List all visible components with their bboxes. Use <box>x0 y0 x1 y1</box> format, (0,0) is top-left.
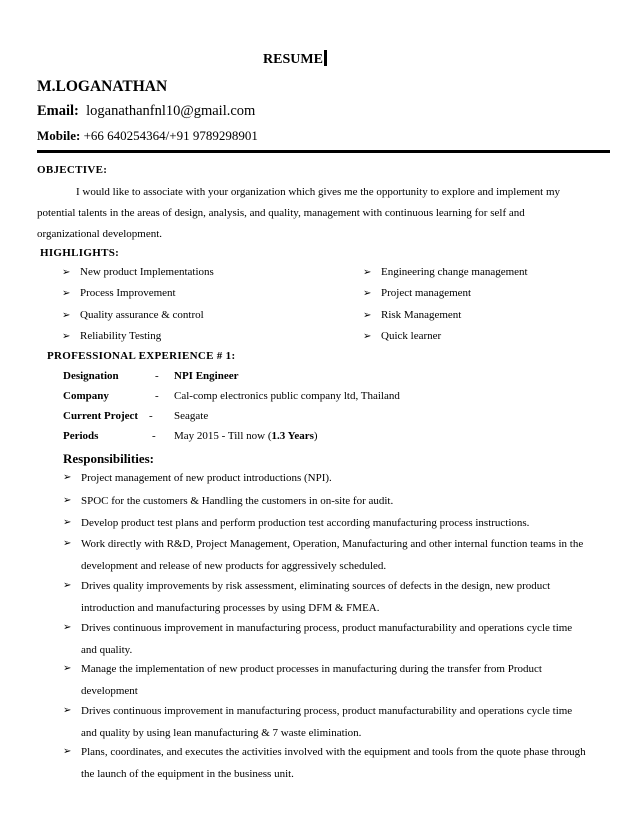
experience-heading: PROFESSIONAL EXPERIENCE # 1: <box>47 350 236 362</box>
experience-value-text: Cal-comp electronics public company ltd, Thailand <box>174 390 400 402</box>
highlight-text: Reliability Testing <box>80 330 162 342</box>
arrow-bullet-icon: ➢ <box>63 580 72 591</box>
experience-label <box>63 430 98 442</box>
responsibility-line: and quality by using lean manufacturing & 7 waste elimination. <box>81 727 362 739</box>
highlight-item <box>62 266 214 278</box>
arrow-bullet-icon: ➢ <box>63 622 72 633</box>
resume-title: RESUME <box>0 50 590 68</box>
mobile-label: Mobile: <box>37 128 81 143</box>
arrow-bullet-icon: ➢ <box>63 472 72 483</box>
email-line <box>37 103 255 120</box>
arrow-bullet-icon: ➢ <box>63 746 72 757</box>
highlight-text: New product Implementations <box>80 266 214 278</box>
email-label: Email: <box>37 103 79 119</box>
objective-heading: OBJECTIVE: <box>37 164 108 176</box>
responsibility-line: Project management of new product introductions (NPI). <box>81 472 332 484</box>
responsibility-line: Plans, coordinates, and executes the activities involved with the equipment and tools from the quote phase through <box>81 746 586 758</box>
arrow-bullet-icon: ➢ <box>63 538 72 549</box>
experience-value-text: Seagate <box>174 410 209 422</box>
responsibility-line: Drives continuous improvement in manufacturing process, product manufacturability and operations cycle time <box>81 705 573 717</box>
experience-label-text: Designation <box>63 370 119 382</box>
arrow-bullet-icon: ➢ <box>63 517 72 528</box>
responsibility-line: Work directly with R&D, Project Management, Operation, Manufacturing and other internal function teams in the <box>81 538 584 550</box>
experience-label-text: Periods <box>63 430 99 442</box>
highlight-text: Process Improvement <box>80 287 176 299</box>
objective-line: potential talents in the areas of design, analysis, and quality, management with continuous learning for self and <box>37 207 525 219</box>
arrow-bullet-icon: ➢ <box>62 288 71 299</box>
experience-label <box>63 370 119 382</box>
experience-label <box>63 410 138 422</box>
objective-line: I would like to associate with your organization which gives me the opportunity to explore and implement my <box>76 186 560 198</box>
arrow-bullet-icon: ➢ <box>363 331 372 342</box>
experience-separator: - <box>152 430 156 442</box>
email-value: loganathanfnl10@gmail.com <box>86 103 256 119</box>
candidate-name: M.LOGANATHAN <box>37 78 168 95</box>
responsibility-line: Develop product test plans and perform production test according manufacturing process instructions. <box>81 517 530 529</box>
experience-value <box>174 370 238 382</box>
responsibility-line: development and release of new products for aggressively scheduled. <box>81 560 387 572</box>
arrow-bullet-icon: ➢ <box>62 267 71 278</box>
experience-separator: - <box>149 410 153 422</box>
responsibility-line: SPOC for the customers & Handling the customers in on-site for audit. <box>81 495 394 507</box>
experience-value-text: NPI Engineer <box>174 370 239 382</box>
experience-separator: - <box>155 390 159 402</box>
header-divider <box>37 150 610 153</box>
highlight-text: Risk Management <box>381 309 462 321</box>
responsibility-line: development <box>81 685 138 697</box>
highlight-item <box>62 330 161 342</box>
highlight-item <box>62 287 176 299</box>
objective-line: organizational development. <box>37 228 163 240</box>
highlight-item <box>363 287 471 299</box>
experience-separator: - <box>155 370 159 382</box>
highlights-heading: HIGHLIGHTS: <box>40 247 120 259</box>
arrow-bullet-icon: ➢ <box>363 267 372 278</box>
highlight-text: Engineering change management <box>381 266 528 278</box>
highlight-item <box>363 330 441 342</box>
highlight-item <box>62 309 204 321</box>
highlight-item <box>363 266 528 278</box>
experience-value-end: ) <box>313 430 318 442</box>
highlight-item <box>363 309 461 321</box>
experience-label-text: Current Project <box>63 410 139 422</box>
arrow-bullet-icon: ➢ <box>62 310 71 321</box>
arrow-bullet-icon: ➢ <box>62 331 71 342</box>
responsibility-line: Manage the implementation of new product processes in manufacturing during the transfer from Product <box>81 663 542 675</box>
highlight-text: Project management <box>381 287 472 299</box>
experience-value <box>174 410 208 422</box>
text-cursor <box>324 50 327 66</box>
responsibility-line: and quality. <box>81 644 133 656</box>
responsibility-line: Drives quality improvements by risk assessment, eliminating sources of defects in the design, new product <box>81 580 551 592</box>
responsibility-line: Drives continuous improvement in manufacturing process, product manufacturability and operations cycle time <box>81 622 573 634</box>
experience-value <box>174 390 400 402</box>
arrow-bullet-icon: ➢ <box>63 663 72 674</box>
experience-label-text: Company <box>63 390 109 402</box>
mobile-line <box>37 128 258 144</box>
responsibility-line: introduction and manufacturing processes by using DFM & FMEA. <box>81 602 380 614</box>
arrow-bullet-icon: ➢ <box>363 310 372 321</box>
experience-value-text: May 2015 - Till now ( <box>174 430 272 442</box>
experience-duration: 1.3 Years <box>271 430 314 442</box>
arrow-bullet-icon: ➢ <box>63 495 72 506</box>
experience-value <box>174 430 318 442</box>
highlight-text: Quick learner <box>381 330 442 342</box>
responsibilities-heading: Responsibilities: <box>63 451 155 466</box>
mobile-value: +66 640254364/+91 9789298901 <box>83 128 258 143</box>
experience-label <box>63 390 109 402</box>
highlight-text: Quality assurance & control <box>80 309 204 321</box>
arrow-bullet-icon: ➢ <box>63 705 72 716</box>
arrow-bullet-icon: ➢ <box>363 288 372 299</box>
responsibility-line: the launch of the equipment in the business unit. <box>81 768 294 780</box>
